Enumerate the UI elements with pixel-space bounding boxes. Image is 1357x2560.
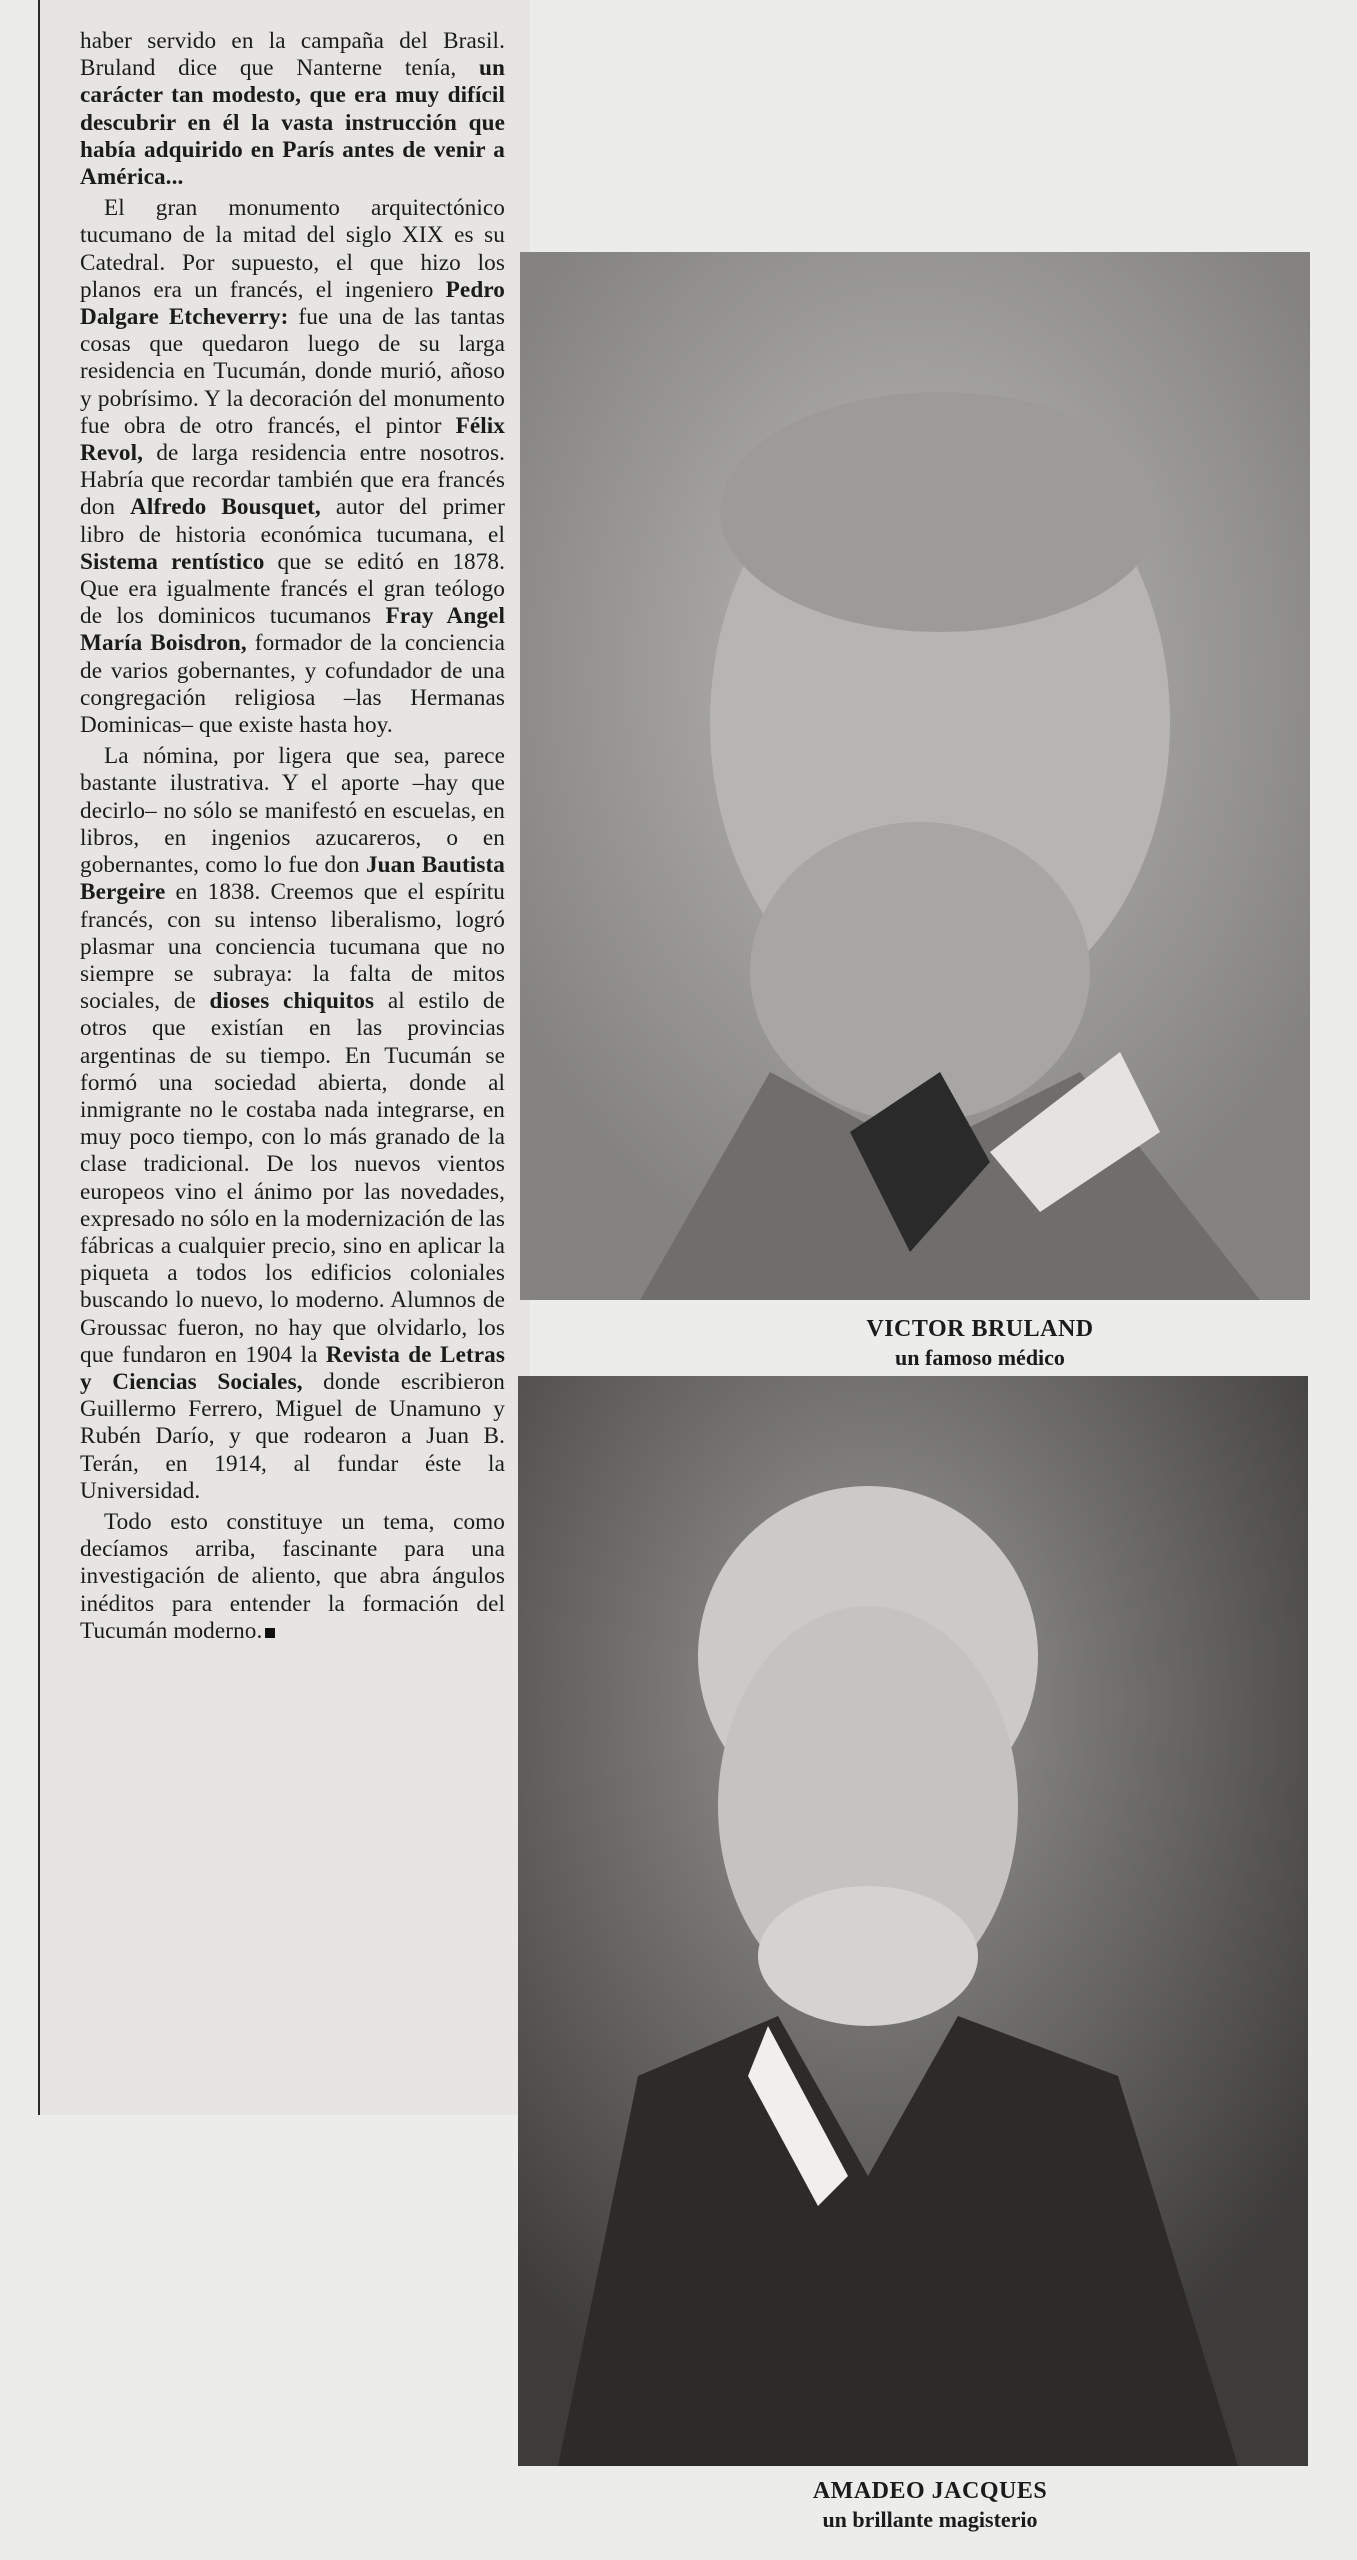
bold-run: Juan Bautista Bergeire xyxy=(80,852,505,906)
caption-jacques xyxy=(700,2478,1160,2533)
text-run: donde escribieron Guillermo Ferrero, Miguel de Unamuno y Rubén Darío, y que rodearon a Juan B. Terán, en 1914, al fundar éste la Universidad. xyxy=(80,1368,505,1504)
text-run: La nómina, por ligera que sea, parece bastante ilustrativa. Y el aporte –hay que decirlo– no sólo se manifestó en escuelas, en libros, en ingenios azucareros, o en gobernantes, como lo fue don xyxy=(80,743,505,879)
portrait-photo-bruland xyxy=(520,252,1310,1300)
portrait-photo-jacques xyxy=(518,1376,1308,2466)
portrait-bruland-drawing xyxy=(520,252,1310,1300)
paragraph-4 xyxy=(80,1509,505,1645)
text-run: El gran monumento arquitectónico tucumano de la mitad del siglo XIX es su Catedral. Por supuesto, el que hizo los planos era un francés, el ingeniero xyxy=(80,195,505,303)
text-run: autor del primer libro de historia económica tucumana, el xyxy=(80,494,505,548)
text-run: formador de la conciencia de varios gobernantes, y cofundador de una congregación religiosa –las Hermanas Dominicas– que existe hasta hoy. xyxy=(80,630,506,739)
paragraph-2 xyxy=(80,195,505,739)
caption-role: un famoso médico xyxy=(895,1345,1065,1370)
text-run: en 1838. Creemos que el espíritu francés, con su intenso liberalismo, logró plasmar una conciencia tucumana que no siempre se subraya: la falta de mitos sociales, de xyxy=(80,879,505,1015)
bold-run: Revista de Letras y Ciencias Sociales, xyxy=(80,1341,505,1395)
text-run: haber servido en la campaña del Brasil. Bruland dice que Nanterne tenía, xyxy=(80,28,505,82)
bold-run: Alfredo Bousquet, xyxy=(130,494,321,521)
bold-run: Fray Angel María Boisdron, xyxy=(80,603,505,657)
caption-bruland xyxy=(780,1316,1180,1371)
text-run: de larga residencia entre nosotros. Habría que recordar también que era francés don xyxy=(80,440,505,521)
bold-run: Sistema rentístico xyxy=(80,548,265,575)
bold-run: dioses chiquitos xyxy=(209,988,375,1015)
bold-run: Pedro Dalgare Etcheverry: xyxy=(80,276,505,331)
text-run: fue una de las tantas cosas que quedaron luego de su larga residencia en Tucumán, donde murió, añoso y pobrísimo. Y la decoración del monumento fue obra de otro francés, el pintor xyxy=(80,304,506,439)
text-run: que se editó en 1878. Que era igualmente francés el gran teólogo de los dominicos tucumanos xyxy=(80,548,505,630)
paragraph-1 xyxy=(80,28,505,191)
text-run: Todo esto constituye un tema, como decíamos arriba, fascinante para una investigación de aliento, que abra ángulos inéditos para entender la formación del Tucumán moderno. xyxy=(80,1508,505,1644)
end-mark-icon xyxy=(265,1628,275,1638)
bold-run: un carácter tan modesto, que era muy difícil descubrir en él la vasta instrucción que había adquirido en París antes de venir a América... xyxy=(80,55,505,191)
article-text xyxy=(80,28,505,1645)
caption-name: AMADEO JACQUES xyxy=(812,2478,1048,2504)
bold-run: Félix Revol, xyxy=(80,412,505,467)
text-run: al estilo de otros que existían en las provincias argentinas de su tiempo. En Tucumán se formó una sociedad abierta, donde al inmigrante no le costaba nada integrarse, en muy poco tiempo, con lo más granado de la clase tradicional. De los nuevos vientos europeos vino el ánimo por las novedades, expresado no sólo en la modernización de las fábricas a cualquier precio, sino en aplicar la piqueta a todos los edificios coloniales buscando lo nuevo, lo moderno. Alumnos de Groussac fueron, no hay que olvidarlo, los que fundaron en 1904 la xyxy=(80,988,505,1368)
paragraph-3 xyxy=(80,743,505,1505)
portrait-jacques-drawing xyxy=(518,1376,1308,2466)
caption-role: un brillante magisterio xyxy=(822,2507,1038,2532)
caption-name: VICTOR BRULAND xyxy=(866,1316,1094,1342)
